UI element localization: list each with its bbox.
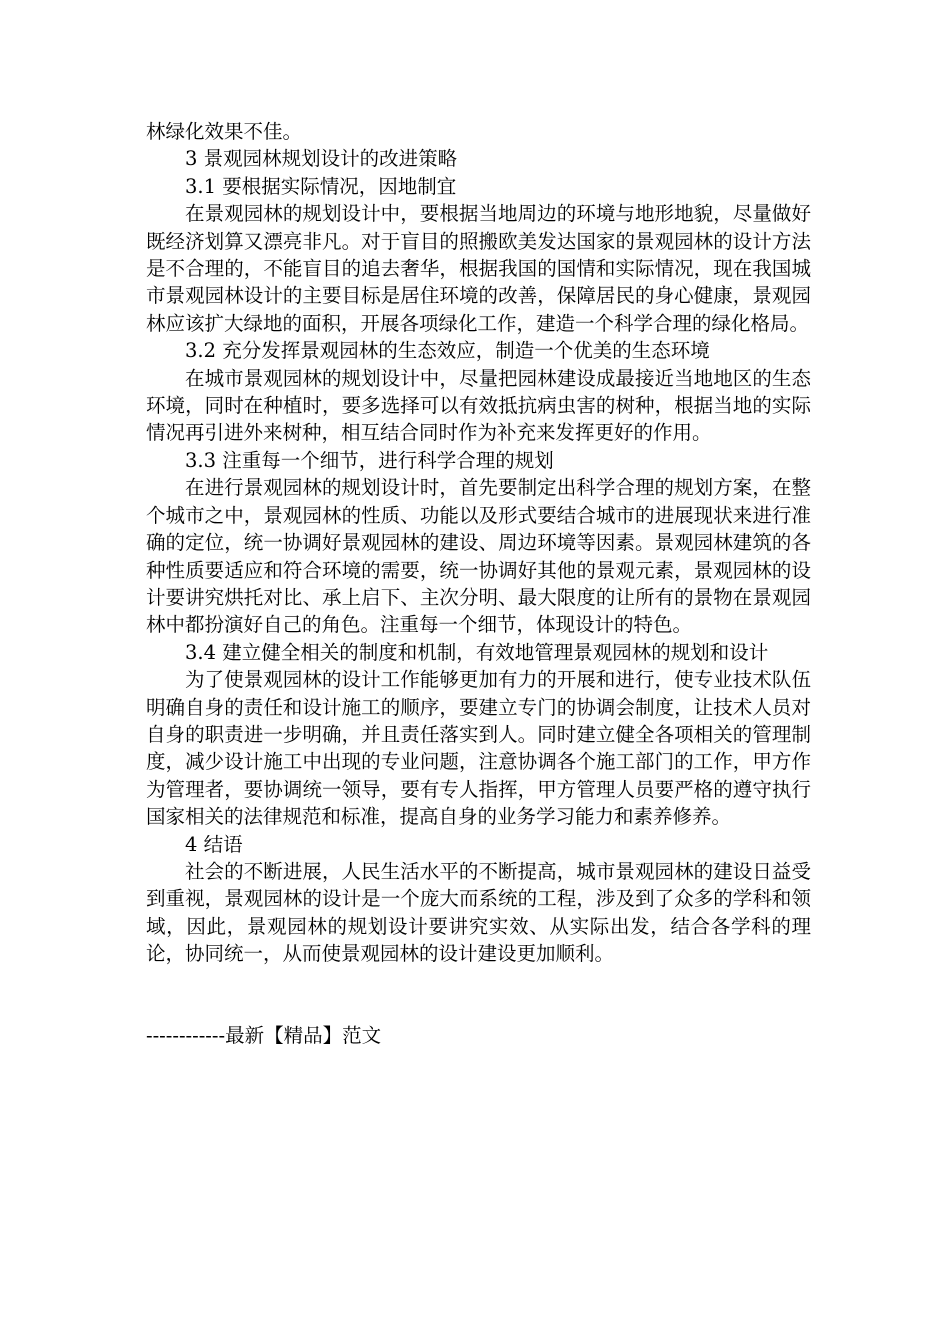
section-3-heading: 3 景观园林规划设计的改进策略 xyxy=(185,147,458,171)
section-3-4-heading: 3.4 建立健全相关的制度和机制，有效地管理景观园林的规划和设计 xyxy=(185,640,769,664)
lead-text: 林绿化效果不佳。 xyxy=(146,120,303,143)
section-3-3-paragraph: 在进行景观园林的规划设计时，首先要制定出科学合理的规划方案，在整个城市之中，景观园林的性质、功能以及形式要结合城市的进展现状来进行准确的定位，统一协调好景观园林的建设、周边环境等因素。景观园林建筑的各种性质要适应和符合环境的需要，统一协调好其他的景观元素，景观园林的设计要讲究烘托对比、承上启下、主次分明、最大限度的让所有的景物在景观园林中都扮演好自己的角色。注重每一个细节，体现设计的特色。 xyxy=(146,476,811,637)
footer-spacer xyxy=(146,968,811,1022)
section-3-3-heading: 3.3 注重每一个细节，进行科学合理的规划 xyxy=(185,448,554,472)
section-3-2-heading: 3.2 充分发挥景观园林的生态效应，制造一个优美的生态环境 xyxy=(185,339,710,363)
footer-text: ------------最新【精品】范文 xyxy=(146,1023,382,1047)
section-4-heading: 4 结语 xyxy=(185,832,243,856)
section-3-2-paragraph: 在城市景观园林的规划设计中，尽量把园林建设成最接近当地地区的生态环境，同时在种植时，要多选择可以有效抵抗病虫害的树种，根据当地的实际情况再引进外来树种，相互结合同时作为补充来发挥更好的作用。 xyxy=(146,366,811,445)
section-3-1-paragraph: 在景观园林的规划设计中，要根据当地周边的环境与地形地貌，尽量做好既经济划算又漂亮非凡。对于盲目的照搬欧美发达国家的景观园林的设计方法是不合理的，不能盲目的追去奢华，根据我国的国情和实际情况，现在我国城市景观园林设计的主要目标是居住环境的改善，保障居民的身心健康，景观园林应该扩大绿地的面积，开展各项绿化工作，建造一个科学合理的绿化格局。 xyxy=(146,202,811,335)
section-3-4-paragraph: 为了使景观园林的设计工作能够更加有力的开展和进行，使专业技术队伍明确自身的责任和设计施工的顺序，要建立专门的协调会制度，让技术人员对自身的职责进一步明确，并且责任落实到人。同时建立健全各项相关的管理制度，减少设计施工中出现的专业问题，注意协调各个施工部门的工作，甲方作为管理者，要协调统一领导，要有专人指挥，甲方管理人员要严格的遵守执行国家相关的法律规范和标准，提高自身的业务学习能力和素养修养。 xyxy=(146,668,811,829)
section-3-1-heading: 3.1 要根据实际情况，因地制宜 xyxy=(185,174,457,198)
document-body xyxy=(146,118,811,1049)
section-4-paragraph: 社会的不断进展，人民生活水平的不断提高，城市景观园林的建设日益受到重视，景观园林的设计是一个庞大而系统的工程，涉及到了众多的学科和领域，因此，景观园林的规划设计要讲究实效、从实际出发，结合各学科的理论，协同统一，从而使景观园林的设计建设更加顺利。 xyxy=(146,859,811,966)
